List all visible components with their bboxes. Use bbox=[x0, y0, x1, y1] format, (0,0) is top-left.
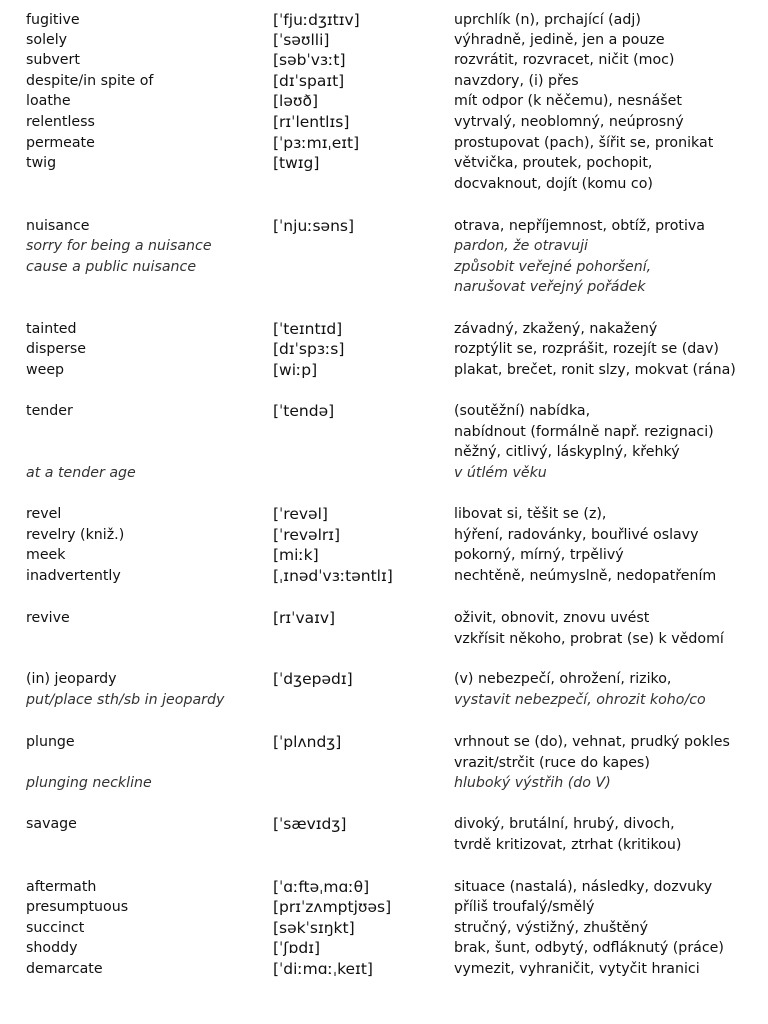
entry-row bbox=[0, 50, 768, 70]
entry-row bbox=[0, 174, 768, 194]
pronunciation: [ˌɪnədˈvɜːtəntlɪ] bbox=[273, 567, 393, 585]
translation: vzkřísit někoho, probrat (se) k vědomí bbox=[454, 631, 724, 647]
headword: permeate bbox=[26, 135, 95, 151]
translation: uprchlík (n), prchající (adj) bbox=[454, 12, 641, 28]
headword: nuisance bbox=[26, 218, 90, 234]
headword: disperse bbox=[26, 341, 87, 357]
translation: nechtěně, neúmyslně, nedopatřením bbox=[454, 568, 717, 584]
translation: (soutěžní) nabídka, bbox=[454, 403, 591, 419]
entry-row bbox=[0, 608, 768, 628]
pronunciation: [ˈdiːmɑːˌkeɪt] bbox=[273, 960, 373, 978]
example-row bbox=[0, 236, 768, 256]
translation: závadný, zkažený, nakažený bbox=[454, 321, 658, 337]
example-row bbox=[0, 257, 768, 277]
translation: stručný, výstižný, zhuštěný bbox=[454, 920, 649, 936]
entry-row bbox=[0, 10, 768, 30]
headword: despite/in spite of bbox=[26, 73, 154, 89]
entry-row bbox=[0, 30, 768, 50]
translation: (v) nebezpečí, ohrožení, riziko, bbox=[454, 671, 672, 687]
headword: succinct bbox=[26, 920, 85, 936]
headword: weep bbox=[26, 362, 65, 378]
translation: brak, šunt, odbytý, odfláknutý (práce) bbox=[454, 940, 724, 956]
pronunciation: [rɪˈvaɪv] bbox=[273, 609, 336, 627]
pronunciation: [ˈfjuːdʒɪtɪv] bbox=[273, 11, 360, 29]
translation: oživit, obnovit, znovu uvést bbox=[454, 610, 650, 626]
pronunciation: [ˈnjuːsəns] bbox=[273, 217, 355, 235]
translation: navzdory, (i) přes bbox=[454, 73, 579, 89]
translation: vymezit, vyhraničit, vytyčit hranici bbox=[454, 961, 700, 977]
example-phrase: put/place sth/sb in jeopardy bbox=[26, 692, 225, 708]
pronunciation: [ˈplʌndʒ] bbox=[273, 733, 342, 751]
translation: něžný, citlivý, láskyplný, křehký bbox=[454, 444, 680, 460]
entry-row bbox=[0, 339, 768, 359]
entry-row bbox=[0, 732, 768, 752]
translation: situace (nastalá), následky, dozvuky bbox=[454, 879, 713, 895]
headword: demarcate bbox=[26, 961, 103, 977]
translation: výhradně, jedině, jen a pouze bbox=[454, 32, 665, 48]
translation: vrhnout se (do), vehnat, prudký pokles bbox=[454, 734, 730, 750]
pronunciation: [ˈdʒepədɪ] bbox=[273, 670, 353, 688]
pronunciation: [miːk] bbox=[273, 546, 319, 564]
translation: příliš troufalý/smělý bbox=[454, 899, 595, 915]
entry-row bbox=[0, 545, 768, 565]
translation: hýření, radovánky, bouřlivé oslavy bbox=[454, 527, 699, 543]
entry-row bbox=[0, 669, 768, 689]
example-translation: v útlém věku bbox=[454, 465, 547, 481]
entry-row bbox=[0, 504, 768, 524]
translation: mít odpor (k něčemu), nesnášet bbox=[454, 93, 682, 109]
pronunciation: [twɪg] bbox=[273, 154, 320, 172]
translation: otrava, nepříjemnost, obtíž, protiva bbox=[454, 218, 705, 234]
pronunciation: [wiːp] bbox=[273, 361, 318, 379]
headword: plunge bbox=[26, 734, 75, 750]
headword: shoddy bbox=[26, 940, 78, 956]
headword: subvert bbox=[26, 52, 80, 68]
headword: meek bbox=[26, 547, 66, 563]
pronunciation: [səkˈsɪŋkt] bbox=[273, 919, 355, 937]
headword: fugitive bbox=[26, 12, 80, 28]
headword: revelry (kniž.) bbox=[26, 527, 125, 543]
pronunciation: [rɪˈlentlɪs] bbox=[273, 113, 350, 131]
pronunciation: [ˈrevəl] bbox=[273, 505, 328, 523]
entry-row bbox=[0, 153, 768, 173]
pronunciation: [ˈtendə] bbox=[273, 402, 335, 420]
entry-row bbox=[0, 112, 768, 132]
pronunciation: [dɪˈspaɪt] bbox=[273, 72, 345, 90]
translation: docvaknout, dojít (komu co) bbox=[454, 176, 653, 192]
example-translation: pardon, že otravuji bbox=[454, 238, 588, 254]
entry-row bbox=[0, 401, 768, 421]
headword: aftermath bbox=[26, 879, 97, 895]
entry-row bbox=[0, 360, 768, 380]
pronunciation: [ˈsəʊlli] bbox=[273, 31, 330, 49]
example-translation: hluboký výstřih (do V) bbox=[454, 775, 611, 791]
example-row bbox=[0, 277, 768, 297]
pronunciation: [ˈsævɪdʒ] bbox=[273, 815, 347, 833]
entry-row bbox=[0, 133, 768, 153]
pronunciation: [ˈteɪntɪd] bbox=[273, 320, 343, 338]
pronunciation: [səbˈvɜːt] bbox=[273, 51, 346, 69]
entry-row bbox=[0, 216, 768, 236]
translation: libovat si, těšit se (z), bbox=[454, 506, 607, 522]
entry-row bbox=[0, 835, 768, 855]
entry-row bbox=[0, 897, 768, 917]
headword: tainted bbox=[26, 321, 77, 337]
translation: pokorný, mírný, trpělivý bbox=[454, 547, 624, 563]
pronunciation: [ləʊð] bbox=[273, 92, 318, 110]
translation: rozptýlit se, rozprášit, rozejít se (dav) bbox=[454, 341, 719, 357]
example-translation: vystavit nebezpečí, ohrozit koho/co bbox=[454, 692, 706, 708]
entry-row bbox=[0, 91, 768, 111]
headword: (in) jeopardy bbox=[26, 671, 117, 687]
example-translation: způsobit veřejné pohoršení, bbox=[454, 259, 652, 275]
entry-row bbox=[0, 629, 768, 649]
pronunciation: [ˈɑːftəˌmɑːθ] bbox=[273, 878, 370, 896]
entry-row bbox=[0, 442, 768, 462]
example-row bbox=[0, 773, 768, 793]
example-phrase: at a tender age bbox=[26, 465, 136, 481]
headword: solely bbox=[26, 32, 68, 48]
entry-row bbox=[0, 959, 768, 979]
headword: presumptuous bbox=[26, 899, 129, 915]
entry-row bbox=[0, 753, 768, 773]
pronunciation: [dɪˈspɜːs] bbox=[273, 340, 345, 358]
entry-row bbox=[0, 918, 768, 938]
example-phrase: cause a public nuisance bbox=[26, 259, 197, 275]
headword: savage bbox=[26, 816, 77, 832]
translation: plakat, brečet, ronit slzy, mokvat (rána) bbox=[454, 362, 736, 378]
pronunciation: [ˈrevəlrɪ] bbox=[273, 526, 341, 544]
headword: revel bbox=[26, 506, 62, 522]
example-row bbox=[0, 463, 768, 483]
headword: loathe bbox=[26, 93, 71, 109]
example-phrase: plunging neckline bbox=[26, 775, 152, 791]
translation: divoký, brutální, hrubý, divoch, bbox=[454, 816, 675, 832]
entry-row bbox=[0, 525, 768, 545]
entry-row bbox=[0, 71, 768, 91]
example-row bbox=[0, 690, 768, 710]
entry-row bbox=[0, 938, 768, 958]
headword: inadvertently bbox=[26, 568, 121, 584]
example-translation: narušovat veřejný pořádek bbox=[454, 279, 646, 295]
entry-row bbox=[0, 319, 768, 339]
translation: vytrvalý, neoblomný, neúprosný bbox=[454, 114, 684, 130]
headword: twig bbox=[26, 155, 57, 171]
headword: relentless bbox=[26, 114, 95, 130]
translation: rozvrátit, rozvracet, ničit (moc) bbox=[454, 52, 675, 68]
translation: prostupovat (pach), šířit se, pronikat bbox=[454, 135, 714, 151]
pronunciation: [ˈʃɒdɪ] bbox=[273, 939, 320, 957]
entry-row bbox=[0, 422, 768, 442]
headword: revive bbox=[26, 610, 70, 626]
translation: vrazit/strčit (ruce do kapes) bbox=[454, 755, 650, 771]
translation: větvička, proutek, pochopit, bbox=[454, 155, 653, 171]
entry-row bbox=[0, 566, 768, 586]
translation: nabídnout (formálně např. rezignaci) bbox=[454, 424, 714, 440]
entry-row bbox=[0, 814, 768, 834]
headword: tender bbox=[26, 403, 73, 419]
pronunciation: [prɪˈzʌmptjʊəs] bbox=[273, 898, 392, 916]
pronunciation: [ˈpɜːmɪˌeɪt] bbox=[273, 134, 360, 152]
translation: tvrdě kritizovat, ztrhat (kritikou) bbox=[454, 837, 682, 853]
entry-row bbox=[0, 877, 768, 897]
example-phrase: sorry for being a nuisance bbox=[26, 238, 212, 254]
